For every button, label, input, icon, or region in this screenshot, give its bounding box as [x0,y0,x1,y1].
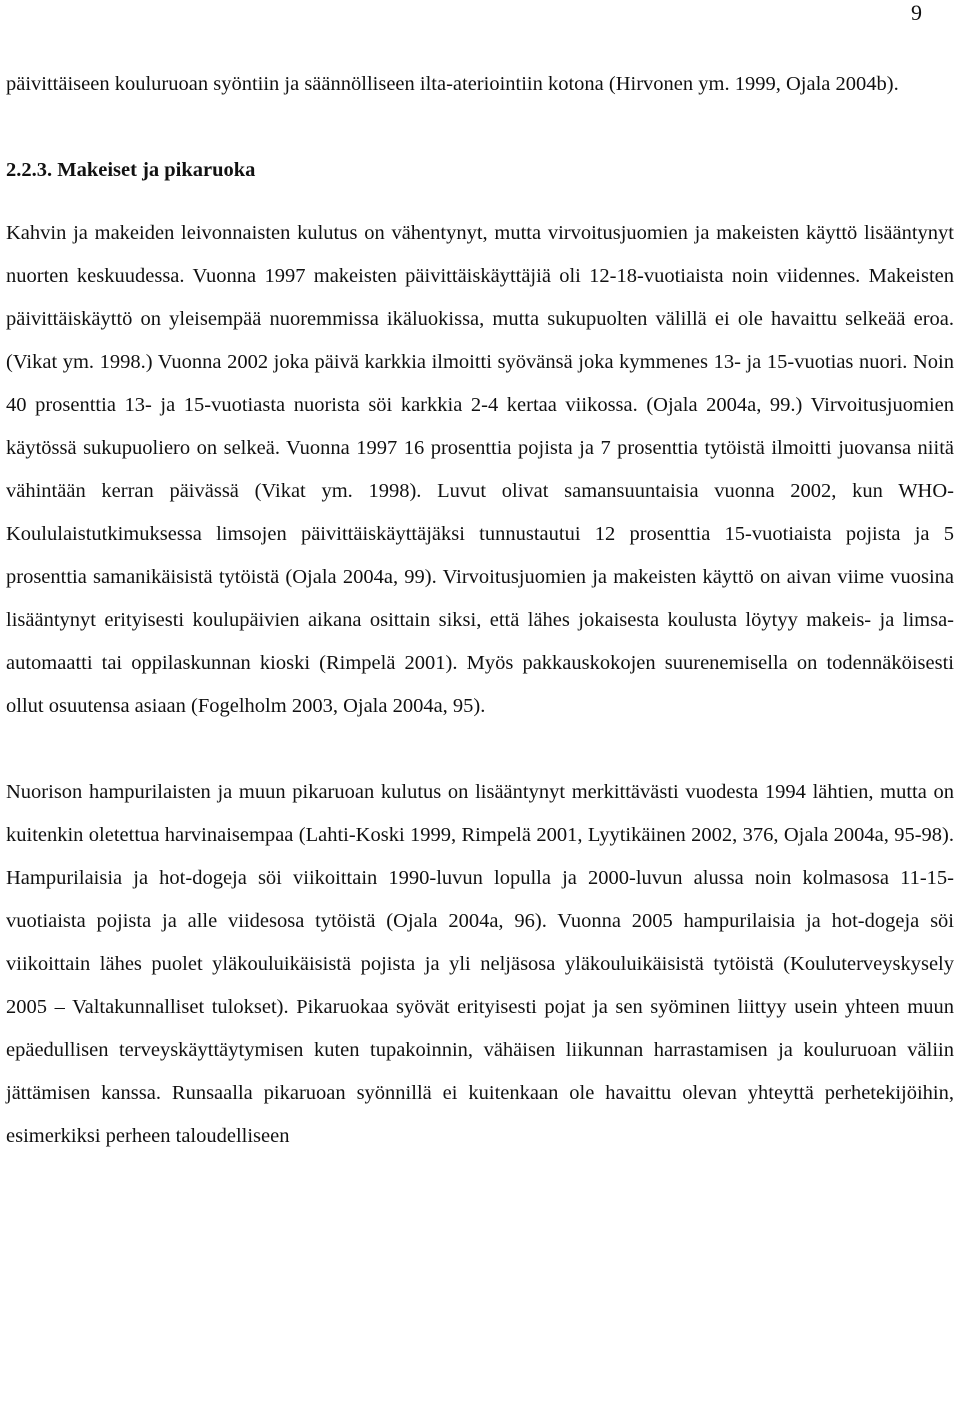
document-body [6,63,954,1158]
body-paragraph-2: Nuorison hampurilaisten ja muun pikaruoan kulutus on lisääntynyt merkittävästi vuodesta 1994 lähtien, mutta on kuitenkin oletettua harvinaisempaa (Lahti-Koski 1999, Rimpelä 2001, Lyytikäinen 2002, 376, Ojala 2004a, 95-98). Hampurilaisia ja hot-dogeja söi viikoittain 1990-luvun lopulla ja 2000-luvun alussa noin kolmasosa 11-15-vuotiaista pojista ja alle viidesosa tytöistä (Ojala 2004a, 96). Vuonna 2005 hampurilaisia ja hot-dogeja söi viikoittain lähes puolet yläkouluikäisistä pojista ja yli neljäsosa yläkouluikäisistä tytöistä (Kouluterveyskysely 2005 – Valtakunnalliset tulokset). Pikaruokaa syövät erityisesti pojat ja sen syöminen liittyy usein yhteen muun epäedullisen terveyskäyttäytymisen kuten tupakoinnin, vähäisen liikunnan harrastamisen ja kouluruoan väliin jättämisen kanssa. Runsaalla pikaruoan syönnillä ei kuitenkaan ole havaittu olevan yhteyttä perhetekijöihin, esimerkiksi perheen taloudelliseen [6,781,954,1147]
page-number: 9 [911,0,922,25]
section-heading: 2.2.3. Makeiset ja pikaruoka [6,159,256,181]
intro-paragraph: päivittäiseen kouluruoan syöntiin ja säännölliseen ilta-ateriointiin kotona (Hirvonen ym. 1999, Ojala 2004b). [6,73,899,95]
body-paragraph-1: Kahvin ja makeiden leivonnaisten kulutus on vähentynyt, mutta virvoitusjuomien ja makeisten käyttö lisääntynyt nuorten keskuudessa. Vuonna 1997 makeisten päivittäiskäyttäjiä oli 12-18-vuotiaista noin viidennes. Makeisten päivittäiskäyttö on yleisempää nuoremmissa ikäluokissa, mutta sukupuolten välillä ei ole havaittu selkeää eroa. (Vikat ym. 1998.) Vuonna 2002 joka päivä karkkia ilmoitti syövänsä joka kymmenes 13- ja 15-vuotias nuori. Noin 40 prosenttia 13- ja 15-vuotiasta nuorista söi karkkia 2-4 kertaa viikossa. (Ojala 2004a, 99.) Virvoitusjuomien käytössä sukupuoliero on selkeä. Vuonna 1997 16 prosenttia pojista ja 7 prosenttia tytöistä ilmoitti juovansa niitä vähintään kerran päivässä (Vikat ym. 1998). Luvut olivat samansuuntaisia vuonna 2002, kun WHO-Koululaistutkimuksessa limsojen päivittäiskäyttäjäksi tunnustautui 12 prosenttia 15-vuotiaista pojista ja 5 prosenttia samanikäisistä tytöistä (Ojala 2004a, 99). Virvoitusjuomien ja makeisten käyttö on aivan viime vuosina lisääntynyt erityisesti koulupäivien aikana osittain siksi, että lähes jokaisesta koulusta löytyy makeis- ja limsa-automaatti tai oppilaskunnan kioski (Rimpelä 2001). Myös pakkauskokojen suurenemisella on todennäköisesti ollut osuutensa asiaan (Fogelholm 2003, Ojala 2004a, 95). [6,222,954,717]
